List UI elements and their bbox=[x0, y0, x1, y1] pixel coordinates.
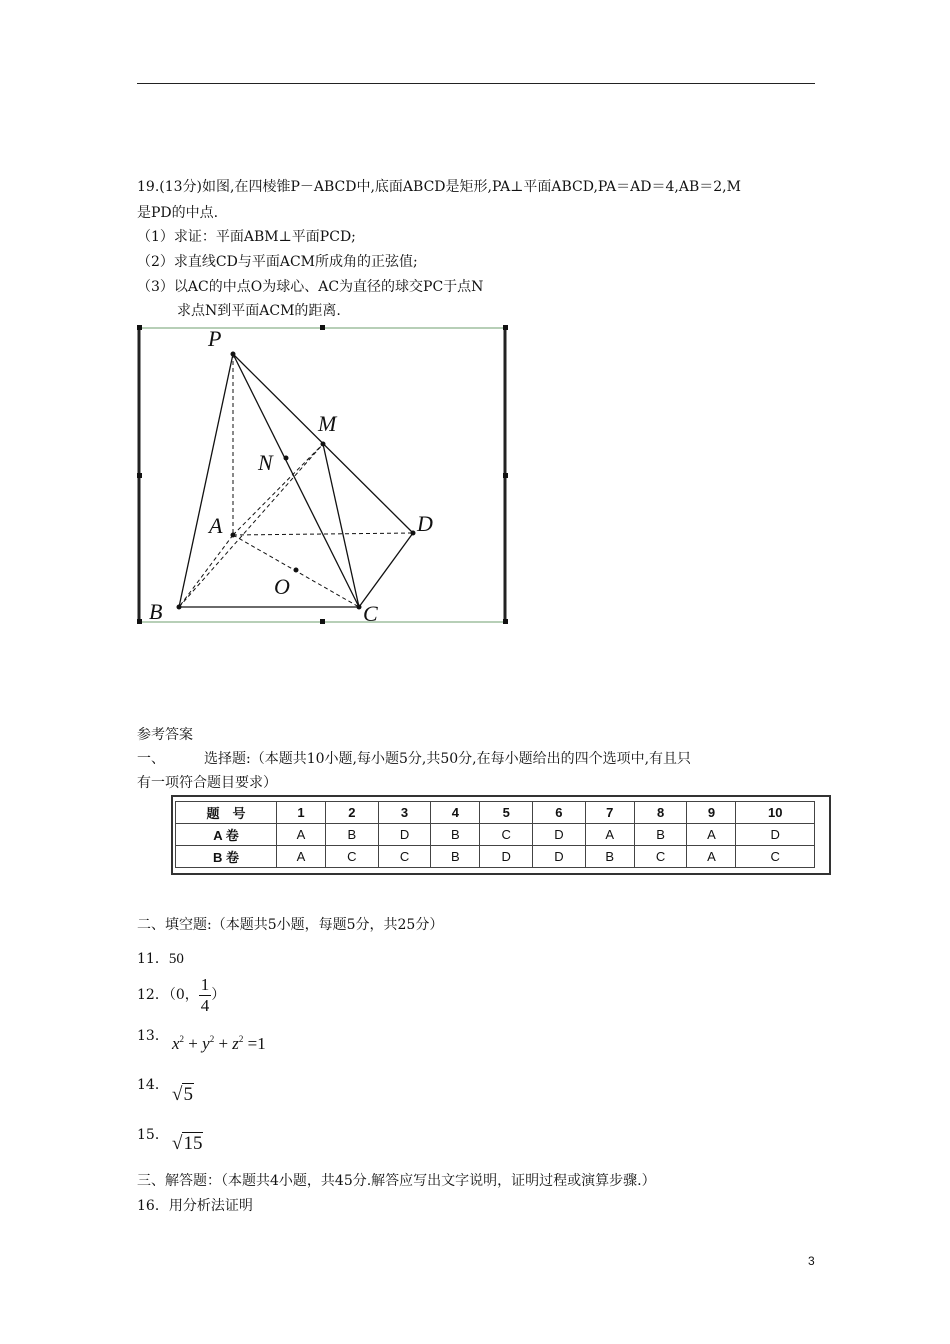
table-cell: A bbox=[277, 824, 326, 846]
problem-19-line1: 19.(13分)如图,在四棱锥P－ABCD中,底面ABCD是矩形,PA⊥平面ABCD,PA＝AD＝4,AB＝2,M bbox=[137, 179, 741, 195]
table-row-label: A 卷 bbox=[176, 824, 277, 846]
fraction-numerator: 1 bbox=[200, 974, 210, 994]
exp: 2 bbox=[209, 1034, 215, 1044]
answer-13-number: 13． bbox=[137, 1028, 169, 1044]
answer-table-frame bbox=[171, 795, 831, 875]
var-z: z bbox=[232, 1034, 239, 1053]
label-D: D bbox=[417, 511, 433, 536]
answer-16: 16．用分析法证明 bbox=[137, 1198, 253, 1214]
table-cell: B bbox=[431, 846, 480, 868]
table-cell: C bbox=[480, 824, 533, 846]
table-header-row bbox=[176, 802, 815, 824]
answer-14-sqrt: √5 bbox=[172, 1084, 193, 1105]
table-row bbox=[176, 846, 815, 868]
table-cell: B bbox=[585, 846, 634, 868]
table-cell: D bbox=[533, 824, 586, 846]
radicand: 15 bbox=[183, 1133, 203, 1154]
answer-12-open: （0， bbox=[168, 987, 199, 1003]
table-cell: B bbox=[431, 824, 480, 846]
page-number: 3 bbox=[808, 1254, 815, 1268]
table-header-cell: 10 bbox=[736, 802, 815, 824]
table-cell: D bbox=[480, 846, 533, 868]
answer-14-number: 14． bbox=[137, 1077, 169, 1093]
label-M: M bbox=[318, 411, 337, 436]
section2-title: 二、填空题:（本题共5小题，每题5分，共25分） bbox=[137, 917, 444, 933]
equals-one: =1 bbox=[247, 1034, 266, 1053]
answer-table bbox=[175, 801, 815, 868]
problem-19-part3: （3）以AC的中点O为球心、AC为直径的球交PC于点N bbox=[137, 279, 484, 295]
section1-number: 一、 bbox=[137, 751, 165, 767]
pyramid-figure bbox=[137, 325, 509, 625]
table-header-cell: 6 bbox=[533, 802, 586, 824]
table-header-cell: 7 bbox=[585, 802, 634, 824]
table-cell: B bbox=[634, 824, 687, 846]
section1-title: 选择题:（本题共10小题,每小题5分,共50分,在每小题给出的四个选项中,有且只 bbox=[204, 751, 692, 767]
section3-title: 三、解答题：（本题共4小题，共45分.解答应写出文字说明，证明过程或演算步骤.） bbox=[137, 1173, 656, 1189]
table-header-cell: 5 bbox=[480, 802, 533, 824]
table-header-cell: 1 bbox=[277, 802, 326, 824]
table-cell: C bbox=[326, 846, 379, 868]
label-B: B bbox=[149, 599, 163, 624]
table-cell: A bbox=[687, 846, 736, 868]
problem-19-part1: （1）求证：平面ABM⊥平面PCD; bbox=[137, 229, 356, 245]
section1-title-cont: 有一项符合题目要求） bbox=[137, 775, 277, 791]
answer-11-value: 50 bbox=[168, 951, 184, 967]
label-A: A bbox=[209, 513, 223, 538]
answer-15-number: 15． bbox=[137, 1127, 169, 1143]
table-header-cell: 4 bbox=[431, 802, 480, 824]
answer-11-number: 11． bbox=[137, 951, 169, 967]
var-y: y bbox=[202, 1034, 210, 1053]
table-cell: C bbox=[378, 846, 431, 868]
table-cell: D bbox=[378, 824, 431, 846]
table-cell: B bbox=[326, 824, 379, 846]
plus: + bbox=[218, 1034, 229, 1053]
table-cell: A bbox=[585, 824, 634, 846]
table-cell: C bbox=[634, 846, 687, 868]
header-rule bbox=[137, 83, 815, 84]
table-header-cell: 题 号 bbox=[176, 802, 277, 824]
table-row bbox=[176, 824, 815, 846]
table-header-cell: 3 bbox=[378, 802, 431, 824]
var-x: x bbox=[172, 1034, 180, 1053]
answers-heading: 参考答案 bbox=[137, 727, 193, 743]
radicand: 5 bbox=[183, 1084, 193, 1105]
table-header-cell: 9 bbox=[687, 802, 736, 824]
table-header-cell: 2 bbox=[326, 802, 379, 824]
table-cell: A bbox=[277, 846, 326, 868]
table-header-cell: 8 bbox=[634, 802, 687, 824]
problem-19-part2: （2）求直线CD与平面ACM所成角的正弦值; bbox=[137, 254, 418, 270]
table-row-label: B 卷 bbox=[176, 846, 277, 868]
label-O: O bbox=[274, 574, 290, 599]
answer-12 bbox=[137, 974, 225, 1018]
plus: + bbox=[188, 1034, 198, 1053]
problem-19-line2: 是PD的中点. bbox=[137, 205, 219, 221]
fraction-denominator: 4 bbox=[200, 995, 210, 1015]
label-C: C bbox=[363, 601, 378, 625]
problem-19-part3-cont: 求点N到平面ACM的距离. bbox=[177, 303, 341, 319]
answer-12-number: 12． bbox=[137, 987, 169, 1003]
answer-12-close: ） bbox=[211, 987, 226, 1003]
answer-15-sqrt: √15 bbox=[172, 1133, 203, 1154]
answer-13-equation bbox=[172, 1034, 266, 1054]
label-P: P bbox=[208, 326, 222, 351]
table-cell: C bbox=[736, 846, 815, 868]
answer-12-fraction bbox=[199, 975, 212, 1016]
exp: 2 bbox=[238, 1034, 244, 1044]
answer-11 bbox=[137, 950, 184, 968]
table-cell: A bbox=[687, 824, 736, 846]
table-cell: D bbox=[533, 846, 586, 868]
table-cell: D bbox=[736, 824, 815, 846]
label-N: N bbox=[258, 450, 273, 475]
exp: 2 bbox=[179, 1034, 185, 1044]
